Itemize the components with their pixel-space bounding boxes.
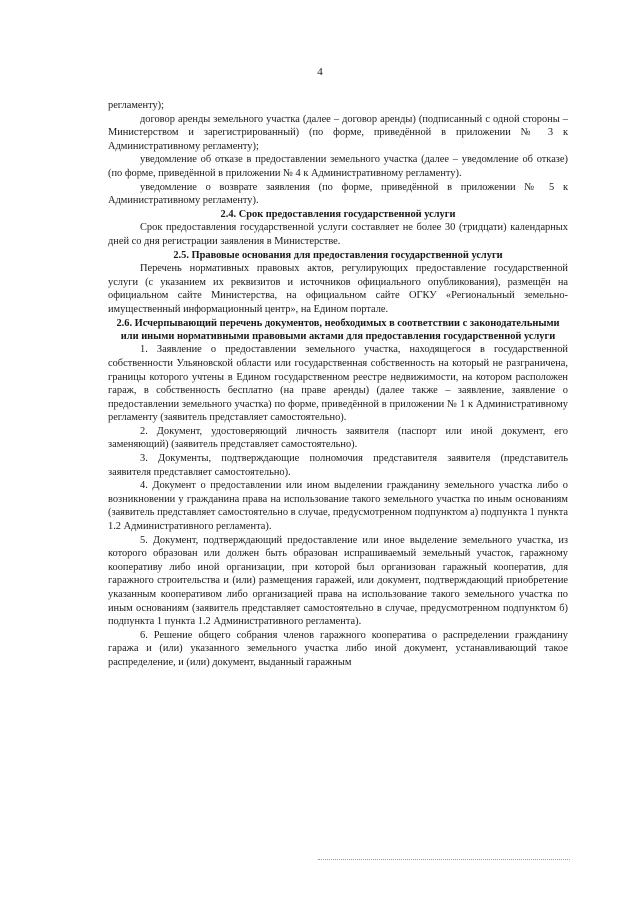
list-item-document-3: 3. Документы, подтверждающие полномочия представителя заявителя (представитель заявителя представляет самостоятельно). xyxy=(108,453,568,478)
page-number: 4 xyxy=(317,66,323,78)
list-item-document-4: 4. Документ о предоставлении или ином выделении гражданину земельного участка либо о возникновении у гражданина права на использование такого земельного участка по иным основаниям (заявитель представляет самостоятельно в случае, предусмотренном подпунктом а) подпункта 1 пункта 1.2 Административного регламента). xyxy=(108,480,568,533)
paragraph-return-notice: уведомление о возврате заявления (по форме, приведённой в приложении № 5 к Административному регламенту). xyxy=(108,181,568,207)
list-item-document-2: 2. Документ, удостоверяющий личность заявителя (паспорт или иной документ, его заменяющий) (заявитель представляет самостоятельно). xyxy=(108,425,568,451)
heading-2-5: 2.5. Правовые основания для предоставления государственной услуги xyxy=(173,249,503,261)
paragraph-reglament-continuation: регламенту); xyxy=(108,100,165,111)
paragraph-legal-acts-list: Перечень нормативных правовых актов, регулирующих предоставление государственной услуги (с указанием их реквизитов и источников официального опубликования), размещён на официальном сайте Министерства, на официальном сайте ОГКУ «Региональный земельно-имущественный информационный центр», на Едином портале. xyxy=(108,263,568,315)
list-item-document-1: 1. Заявление о предоставлении земельного участка, находящегося в государственной собственности Ульяновской области или государственная собственность на который не разграничена, границы которого учтены в Едином государственном реестре недвижимости, на котором расположен гараж, в собственность бесплатно (на праве аренды) (далее также – заявление, заявление о предоставлении земельного участка) по форме, приведённой в приложении № 1 к Административному регламенту (заявитель представляет самостоятельно). xyxy=(108,344,568,424)
list-item-document-5: 5. Документ, подтверждающий предоставление или иное выделение земельного участка, из которого образован или должен быть образован испрашиваемый земельный участок, гаражному кооперативу либо иной организации, при которой был организован гаражный кооператив, для гаражного строительства и (или) размещения гаражей, или документ, подтверждающий приобретение указанным кооперативом либо организацией права на использование такого земельного участка по иным основаниям (заявитель представляет самостоятельно в случае, предусмотренном подпунктом б) подпункта 1 пункта 1.2 Административного регламента). xyxy=(108,534,568,628)
heading-2-6: 2.6. Исчерпывающий перечень документов, необходимых в соответствии с законодательными или иными нормативными правовыми актами для предоставления государственной услуги xyxy=(116,317,560,342)
paragraph-refusal-notice: уведомление об отказе в предоставлении земельного участка (далее – уведомление об отказе) (по форме, приведённой в приложении № 4 к Административному регламенту). xyxy=(108,154,568,179)
heading-2-4: 2.4. Срок предоставления государственной услуги xyxy=(220,208,456,220)
document-body xyxy=(108,99,568,670)
footer-divider xyxy=(318,859,570,860)
paragraph-lease-agreement: договор аренды земельного участка (далее – договор аренды) (подписанный с одной стороны – Министерством и зарегистрированный) (по форме, приведённой в приложении № 3 к Административному регламенту); xyxy=(108,113,568,152)
list-item-document-6: 6. Решение общего собрания членов гаражного кооператива о распределении гражданину гаража и (или) указанного земельного участка либо иной документ, устанавливающий такое распределение, и (или) документ, выданный гаражным xyxy=(108,629,568,668)
paragraph-service-term: Срок предоставления государственной услуги составляет не более 30 (тридцати) календарных дней со дня регистрации заявления в Министерстве. xyxy=(108,222,568,247)
